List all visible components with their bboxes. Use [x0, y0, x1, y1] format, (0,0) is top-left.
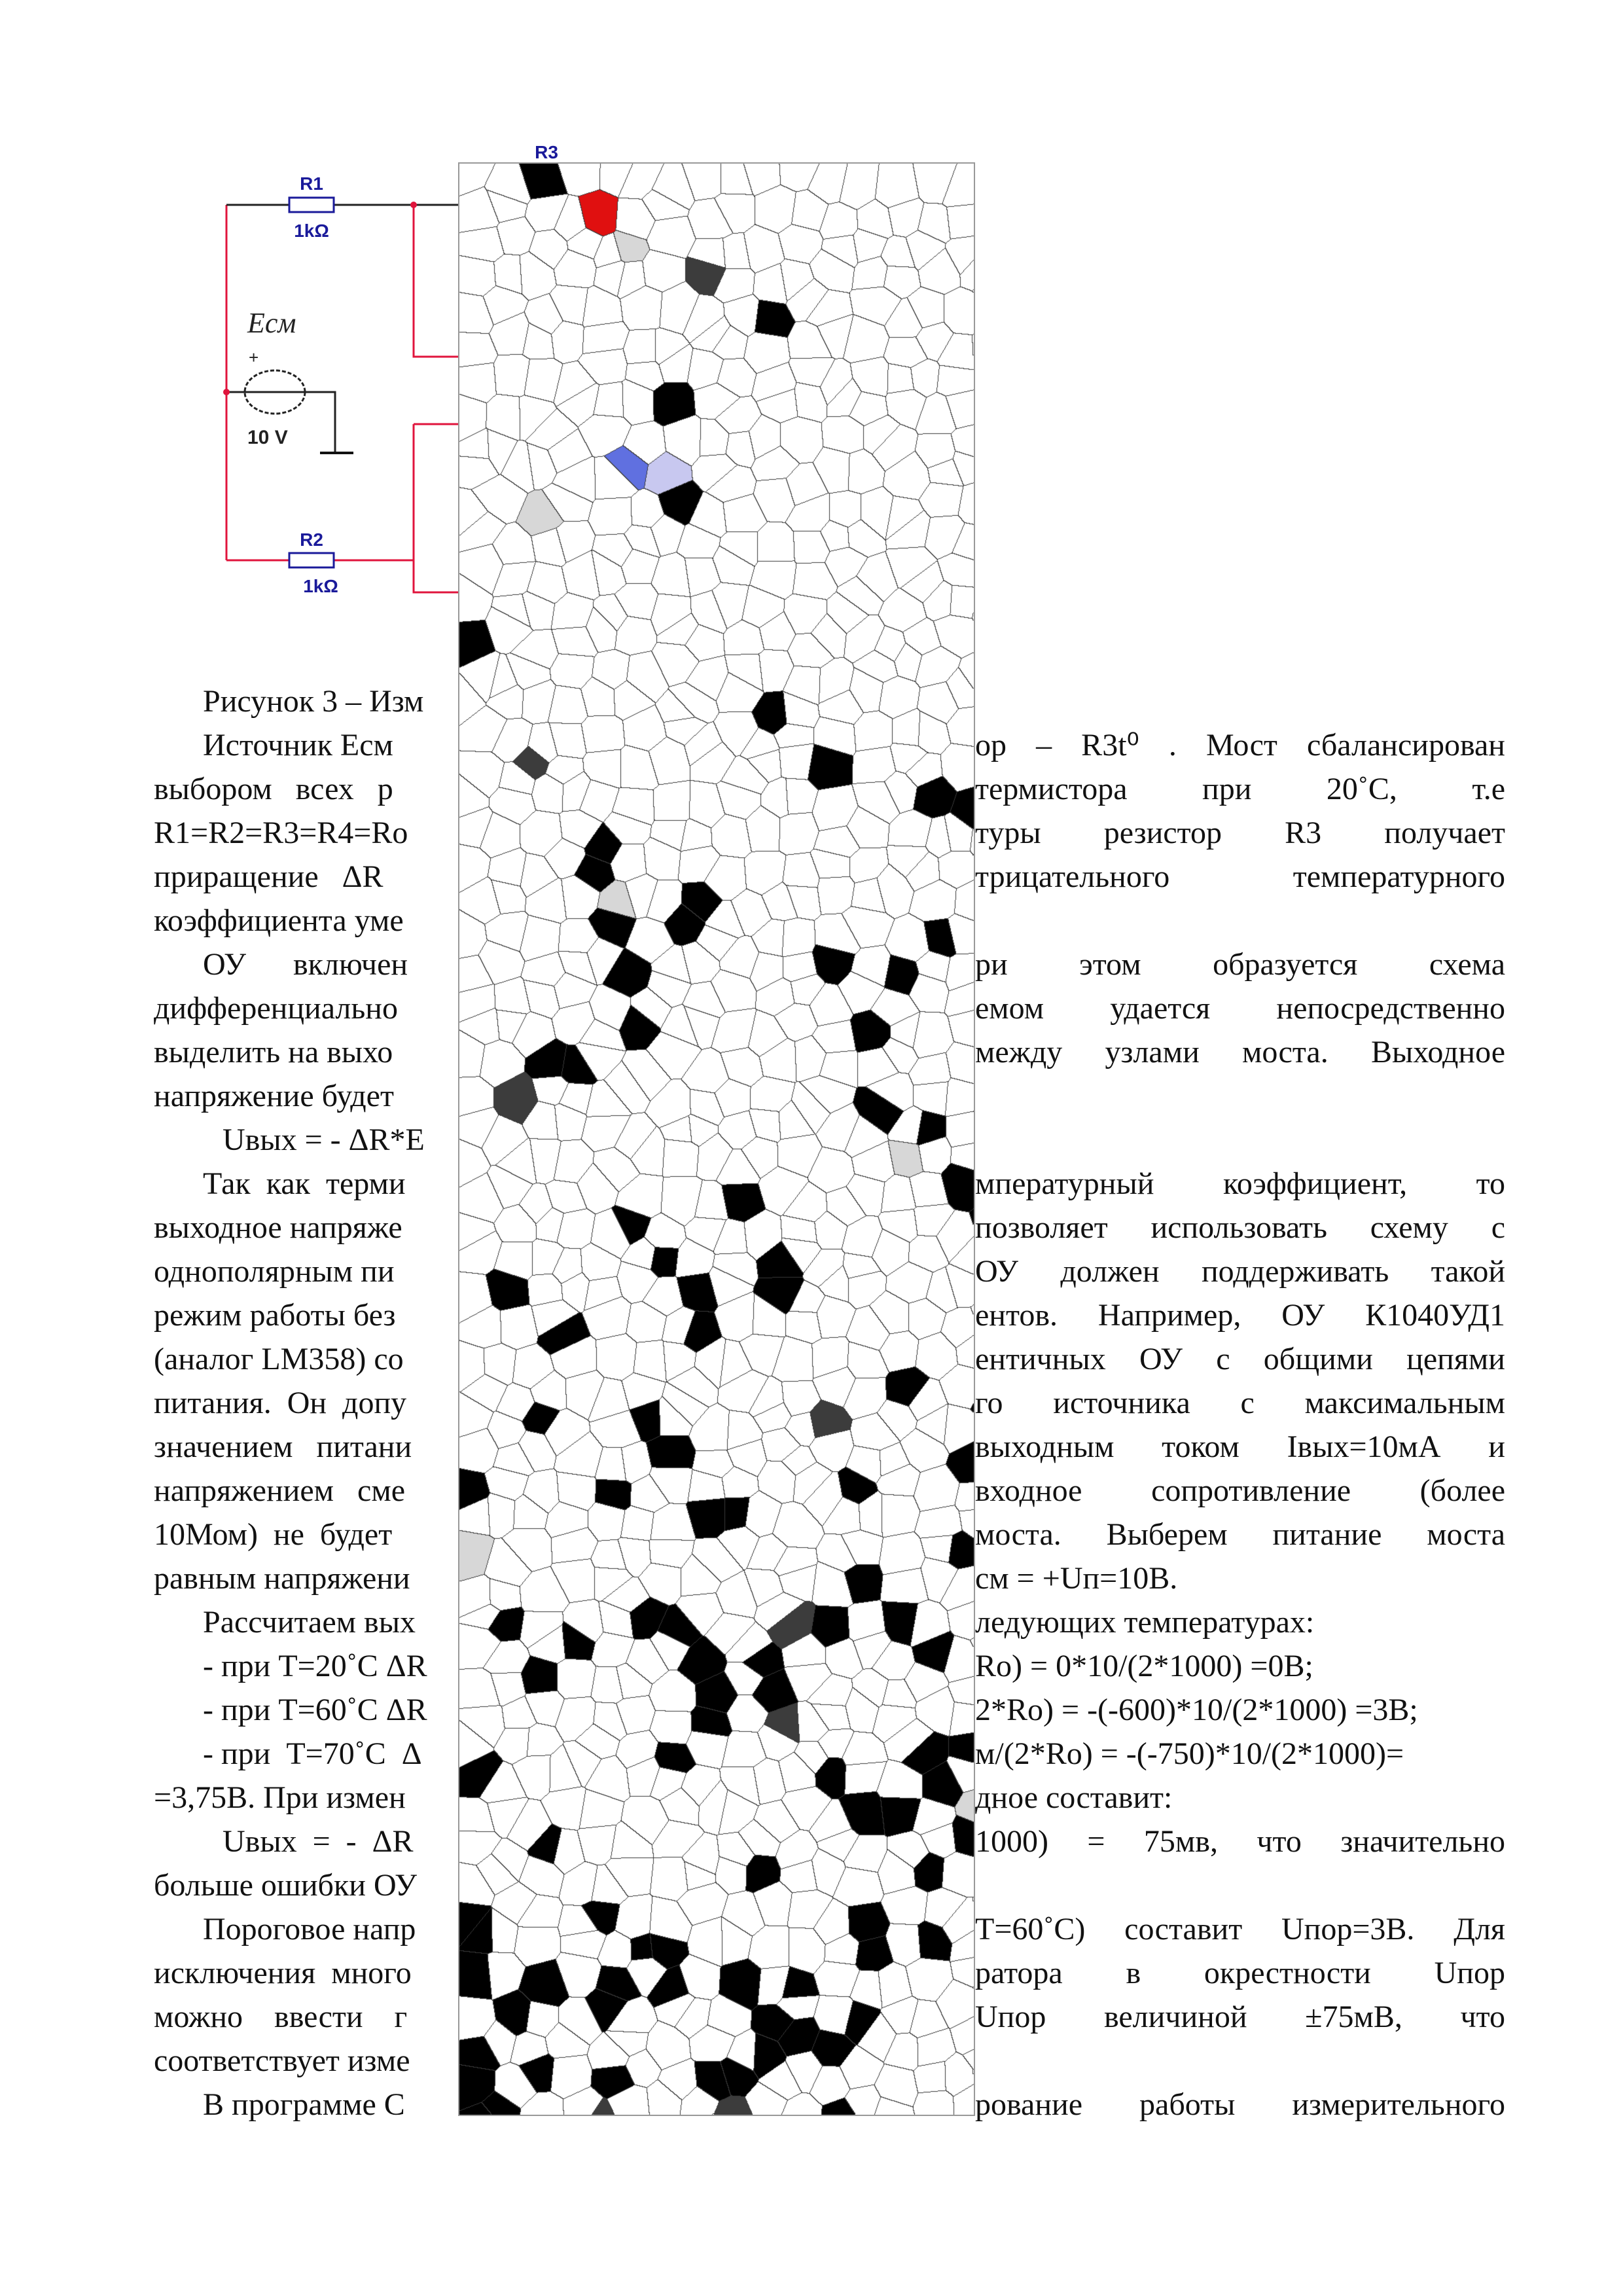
text-line-left-fragment: Пороговое напр	[203, 1912, 416, 1946]
mosaic-canvas	[459, 164, 974, 2115]
text-line-right-fragment: термистора при 20˚С, т.е	[975, 772, 1505, 806]
r3-label: R3	[535, 142, 558, 162]
text-line-right-fragment: рование работы измерительного	[975, 2087, 1505, 2122]
text-line-left-fragment: 10Мом) не будет	[154, 1517, 393, 1552]
text-line-left-fragment: Рисунок 3 – Изм	[203, 684, 424, 719]
resistor-r1	[289, 198, 334, 212]
text-line-right-fragment: ентичных ОУ с общими цепями	[975, 1342, 1505, 1376]
text-line-right-fragment: м/(2*Ro) = -(-750)*10/(2*1000)=	[975, 1736, 1404, 1771]
text-line-left-fragment: режим работы без	[154, 1298, 396, 1333]
text-line-right-fragment: ОУ должен поддерживать такой	[975, 1254, 1505, 1289]
text-line-right-fragment: ор – R3t⁰ . Мост сбалансирован	[975, 728, 1505, 762]
text-line-right-fragment: 2*Ro) = -(-600)*10/(2*1000) =3В;	[975, 1693, 1418, 1727]
text-line-left-fragment: дифференциально	[154, 991, 398, 1026]
text-line-right-fragment	[975, 1118, 1505, 1162]
resistor-r2	[289, 553, 334, 567]
text-line-left-fragment: однополярным пи	[154, 1254, 395, 1289]
text-line-right-fragment: ратора в окрестности Uпор	[975, 1956, 1505, 1990]
text-line-left-fragment: - при Т=70˚С Δ	[203, 1736, 422, 1771]
text-line-left-fragment: можно ввести г	[154, 2000, 408, 2034]
text-line-right-fragment: ентов. Например, ОУ К1040УД1	[975, 1298, 1505, 1333]
text-line-right-fragment	[975, 2039, 1505, 2083]
text-line-right-fragment: входное сопротивление (более	[975, 1473, 1505, 1508]
text-line-right-fragment: моста. Выберем питание моста	[975, 1517, 1505, 1552]
text-line-left-fragment: Uвых = - ΔR	[223, 1824, 414, 1859]
text-line-right-fragment: между узлами моста. Выходное	[975, 1035, 1505, 1069]
wire-lower-bracket	[414, 424, 458, 592]
r2-label: R2	[300, 529, 323, 550]
text-line-left-fragment: Uвых = - ΔR*E	[223, 1122, 425, 1157]
text-line-left-fragment: ОУ включен	[203, 947, 408, 982]
text-line-right-fragment: Ro) = 0*10/(2*1000) =0В;	[975, 1649, 1313, 1683]
text-line-right-fragment	[975, 1863, 1505, 1907]
text-line-left-fragment: Источник Есм	[203, 728, 393, 762]
text-line-right-fragment: см = +Uп=10В.	[975, 1561, 1178, 1596]
text-line-right-fragment: Uпор величиной ±75мВ, что	[975, 2000, 1505, 2034]
text-line-right-fragment	[975, 1074, 1505, 1118]
text-line-left-fragment: выделить на выхо	[154, 1035, 393, 1069]
r2-value: 1kΩ	[303, 576, 338, 596]
text-line-right-fragment: мпературный коэффициент, то	[975, 1166, 1505, 1201]
text-line-left-fragment: Так как терми	[203, 1166, 406, 1201]
text-line-right-fragment	[975, 899, 1505, 942]
text-line-left-fragment: исключения много	[154, 1956, 412, 1990]
wire-upper-bracket	[414, 205, 458, 357]
text-line-left-fragment: Рассчитаем вых	[203, 1605, 416, 1640]
junction-dot	[410, 202, 417, 208]
text-line-left-fragment: напряжение будет	[154, 1079, 394, 1113]
text-line-right-fragment: 1000) = 75мв, что значительно	[975, 1824, 1505, 1859]
text-line-right-fragment: емом удается непосредственно	[975, 991, 1505, 1026]
text-line-left-fragment: равным напряжени	[154, 1561, 410, 1596]
text-line-right-fragment: дное составит:	[975, 1780, 1173, 1815]
text-line-left-fragment: приращение ΔR	[154, 859, 383, 894]
text-line-left-fragment: выходное напряже	[154, 1210, 402, 1245]
text-line-left-fragment: R1=R2=R3=R4=Ro	[154, 816, 408, 850]
text-line-left-fragment: коэффициента уме	[154, 903, 404, 938]
text-line-left-fragment: =3,75В. При измен	[154, 1780, 406, 1815]
text-line-left-fragment: В программе С	[203, 2087, 405, 2122]
text-line-right-fragment: позволяет использовать схему с	[975, 1210, 1505, 1245]
text-line-left-fragment: - при Т=20˚С ΔR	[203, 1649, 427, 1683]
r1-label: R1	[300, 173, 323, 194]
voronoi-mosaic-overlay	[458, 162, 975, 2116]
text-line-right-fragment: Т=60˚С) составит Uпор=3В. Для	[975, 1912, 1505, 1946]
text-line-left-fragment: значением питани	[154, 1429, 412, 1464]
text-line-right-fragment: выходным током Iвых=10мА и	[975, 1429, 1505, 1464]
source-plus-sign: +	[249, 348, 259, 367]
text-line-left-fragment: больше ошибки ОУ	[154, 1868, 417, 1903]
r1-value: 1kΩ	[294, 221, 329, 241]
text-line-right-fragment: трицательного температурного	[975, 859, 1505, 894]
text-line-left-fragment: питания. Он допу	[154, 1386, 407, 1420]
text-line-left-fragment: (аналог LM358) со	[154, 1342, 404, 1376]
source-label: Есм	[247, 307, 296, 339]
text-line-right-fragment: го источника с максимальным	[975, 1386, 1505, 1420]
text-line-right-fragment: ледующих температурах:	[975, 1605, 1315, 1640]
source-value: 10 V	[247, 427, 288, 448]
text-line-left-fragment: - при Т=60˚С ΔR	[203, 1693, 427, 1727]
text-line-left-fragment: напряжением сме	[154, 1473, 405, 1508]
text-line-right-fragment: ри этом образуется схема	[975, 947, 1505, 982]
text-line-left-fragment: соответствует изме	[154, 2043, 410, 2078]
text-line-left-fragment: выбором всех р	[154, 772, 393, 806]
text-line-right-fragment: туры резистор R3 получает	[975, 816, 1505, 850]
junction-dot	[223, 389, 230, 395]
text-line-right-fragment	[975, 679, 1505, 723]
